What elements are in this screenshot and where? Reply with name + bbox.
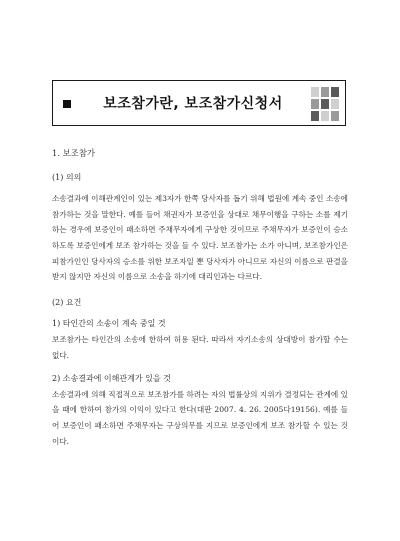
paragraph: 보조참가는 타인간의 소송에 한하여 허용 된다. 따라서 자기소송의 상대방이 참가할 수는 없다. (52, 334, 348, 360)
subsection-heading: (2) 요건 (52, 297, 82, 307)
item-heading: 2) 소송결과에 이해관계가 있을 것 (52, 374, 171, 384)
paragraph: 소송결과에 의해 직접적으로 보조참가를 하려는 자의 법률상의 지위가 결정되는 관계에 있을 때에 한하여 참가의 이익이 있다고 한다(대판 2007. 4. 26. 2005다19156). 예를 들어 보증인이 패소하면 주채무자는 구상의무를 지므로 보증인에게 보조 참가할 수 있는 것이다. (52, 389, 348, 446)
item-heading: 1) 타인간의 소송이 계속 중일 것 (52, 319, 166, 329)
document-body (52, 146, 348, 459)
title-box (52, 80, 346, 126)
page-title: 보조참가란, 보조참가신청서 (103, 96, 283, 112)
section-heading: 1. 보조참가 (52, 148, 96, 158)
subsection-heading: (1) 의의 (52, 172, 82, 182)
paragraph: 소송결과에 이해관계인이 있는 제3자가 한쪽 당사자를 돕기 위해 법원에 계속 중인 소송에 참가하는 것을 말한다. 예를 들어 채권자가 보증인을 상대로 채무이행을 구하는 소를 제기하는 경우에 보증인이 패소하면 주채무자에게 구상한 것이므로 주채무자가 보증인이 승소하도록 보증인에게 보조 참가하는 것을 들 수 있다. 보조참가는 소가 아니며, 보조참가인은 피참가인인 당사자의 승소를 위한 보조자일 뿐 당사자가 아니므로 자신의 이름으로 판결을 받지 않지만 자신의 이름으로 소송을 하기에 대리인과는 다르다. (52, 194, 348, 282)
bullet-square-icon (63, 100, 71, 108)
decorative-grid-icon (311, 87, 339, 121)
